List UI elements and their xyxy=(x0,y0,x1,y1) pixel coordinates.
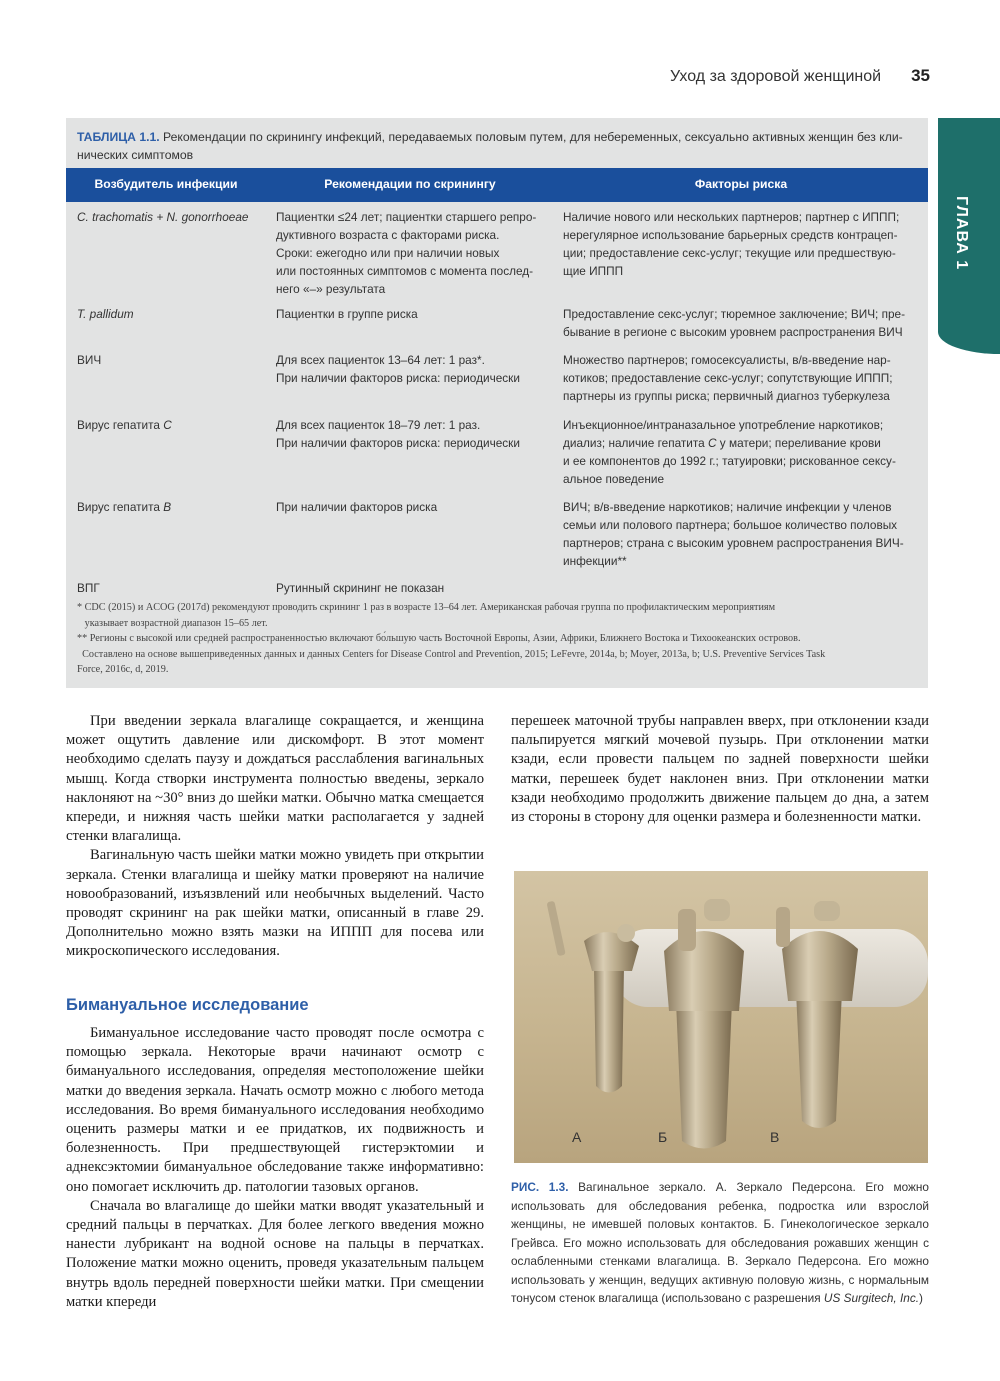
table-cell-screening xyxy=(276,208,546,298)
cell-line: или постоянных симптомов с момента послед- xyxy=(276,264,534,278)
cell-line: инфекции** xyxy=(563,554,627,568)
table-cell-risk xyxy=(563,416,913,488)
cell-line: него «–» результата xyxy=(276,282,386,296)
cell-line: семьи или полового партнера; большое количество половых xyxy=(563,518,898,532)
cell-line: ции; предоставление секс-услуг; текущие или предшествую- xyxy=(563,246,896,260)
body-column-right xyxy=(511,712,929,827)
table-cell-risk xyxy=(563,208,913,280)
cell-line: Предоставление секс-услуг; тюремное заключение; ВИЧ; пре- xyxy=(563,307,906,321)
figure-label-a: А xyxy=(572,1129,582,1145)
body-paragraph: перешеек маточной трубы направлен вверх, при отклонении кзади пальпируется мягкий мочевой пузырь. При отклонении матки кзади, если провести пальцем по задней поверхности шейки матки, перешеек будет наклонен вниз. При отклонении матки кзади необходимо продолжить движение пальцем до дна, а затем из стороны в сторону для оценки размера и болезненности матки. xyxy=(511,713,929,826)
cell-line: и ее компонентов до 1992 г.; татуировки; рискованное сексу- xyxy=(563,454,896,468)
table-cell-agent xyxy=(77,498,267,516)
table-label: ТАБЛИЦА 1.1. xyxy=(77,130,160,144)
body-paragraph: Бимануальное исследование часто проводят после осмотра с помощью зеркала. Некоторые врачи начинают осмотр с бимануального исследования, определяя местоположение шейки матки до введения зеркала. Начать осмотр можно с любого метода исследования. Во время бимануального исследования необходимо оценить размеры матки и ее придатков, их подвижность и болезненность. При предшествующей гистерэктомии и аднексэктомии бимануальное обследование также информативно: оно помогает исключить др. патологии тазовых органов. xyxy=(66,1025,484,1195)
cell-line: Для всех пациенток 13–64 лет: 1 раз*. xyxy=(276,353,485,367)
chapter-tab xyxy=(938,118,1000,354)
table-cell-agent: ВИЧ xyxy=(77,353,102,367)
figure-caption-end: ) xyxy=(919,1291,923,1305)
cell-line: партнеры из группы риска; первичный диагноз туберкулеза xyxy=(563,389,890,403)
table-cell-risk xyxy=(563,351,913,405)
table-cell-agent: ВПГ xyxy=(77,581,100,595)
table-caption-line-1: Рекомендации по скринингу инфекций, передаваемых половым путем, для небеременных, сексуально активных женщин без кли- xyxy=(159,130,903,144)
cell-text: у матери; переливание крови xyxy=(716,436,881,450)
body-column-left-2 xyxy=(66,1024,484,1312)
figure-caption-text: Вагинальное зеркало. А. Зеркало Педерсона. Его можно использовать для обследования ребенка, подростка или взрослой женщины, не имевшей половых контактов. Б. Гинекологическое зеркало Грейвса. Его можно использовать для обследования рожавших женщин с ослабленными стенками влагалища. В. Зеркало Педерсона. Его можно использовать у женщин, ведущих активную половую жизнь, с нормальным тонусом стенок влагалища (использовано с разрешения xyxy=(511,1180,929,1305)
table-caption-line-2: нических симптомов xyxy=(77,148,194,162)
figure-caption-label: РИС. 1.3. xyxy=(511,1180,569,1194)
figure-caption xyxy=(511,1178,929,1308)
table-cell-screening xyxy=(276,351,546,387)
note-line: указывает возрастной диапазон 15–65 лет. xyxy=(84,617,268,629)
page-number: 35 xyxy=(911,66,930,85)
table-cell-risk xyxy=(563,498,913,570)
running-head-title: Уход за здоровой женщиной xyxy=(669,68,882,85)
figure-label-b: Б xyxy=(658,1129,668,1145)
table-cell-screening: Рутинный скрининг не показан xyxy=(276,581,445,595)
cell-line: ВИЧ; в/в-введение наркотиков; наличие инфекции у членов xyxy=(563,500,892,514)
table-cell-agent: T. pallidum xyxy=(77,307,134,321)
cell-text-italic: B xyxy=(163,500,172,514)
figure-speculums-photo xyxy=(514,871,928,1163)
note-line: * CDC (2015) и ACOG (2017d) рекомендуют проводить скрининг 1 раз в возрасте 13–64 лет. Американская рабочая группа по профилактическим мероприятиям xyxy=(77,602,776,613)
cell-line: котиков; предоставление секс-услуг; сопутствующие ИППП; xyxy=(563,371,893,385)
cell-line: Сроки: ежегодно или при наличии новых xyxy=(276,246,500,260)
table-note: ** Регионы с высокой или средней распространенностью включают бо́льшую часть Восточной Европы, Азии, Африки, Ближнего Востока и Тихоокеанских островов. xyxy=(77,633,801,644)
table-note xyxy=(77,600,917,631)
table-cell-screening: При наличии факторов риска xyxy=(276,500,438,514)
cell-text-italic: С xyxy=(708,436,717,450)
table-cell-screening: Пациентки в группе риска xyxy=(276,307,418,321)
table-caption xyxy=(77,128,917,164)
table-header-row xyxy=(66,168,928,202)
cell-text: Вирус гепатита xyxy=(77,500,164,514)
cell-line: Для всех пациенток 18–79 лет: 1 раз. xyxy=(276,418,481,432)
figure-caption-credit: US Surgitech, Inc. xyxy=(823,1291,919,1305)
cell-line: Пациентки ≤24 лет; пациентки старшего репро- xyxy=(276,210,537,224)
table-notes xyxy=(77,600,917,678)
cell-line: щие ИППП xyxy=(563,264,624,278)
body-paragraph: Вагинальную часть шейки матки можно увидеть при открытии зеркала. Стенки влагалища и шейку матки проверяют на наличие новообразований, изъязвлений или необычных выделений. Часто проводят скрининг на рак шейки матки, описанный в главе 29. Дополнительно можно взять мазки на ИППП для посева или микроскопического исследования. xyxy=(66,847,484,960)
cell-line: нерегулярное использование барьерных средств контрацеп- xyxy=(563,228,898,242)
table-cell-agent xyxy=(77,416,267,434)
cell-text-italic: C xyxy=(163,418,172,432)
note-line: Составлено на основе вышеприведенных данных и данных Centers for Disease Control and Prevention, 2015; LeFevre, 2014a, b; Moyer, 2013a, b; U.S. Preventive Services Task xyxy=(82,648,826,660)
figure-label-c: В xyxy=(770,1129,780,1145)
table-note xyxy=(77,647,917,678)
cell-line: Наличие нового или нескольких партнеров; партнер с ИППП; xyxy=(563,210,900,224)
cell-line: Множество партнеров; гомосексуалисты, в/в-введение нар- xyxy=(563,353,891,367)
cell-line: При наличии факторов риска: периодически xyxy=(276,371,520,385)
table-header-screening: Рекомендации по скринингу xyxy=(324,177,496,191)
table-header-agent: Возбудитель инфекции xyxy=(94,177,238,191)
cell-line: Инъекционное/интраназальное употребление наркотиков; xyxy=(563,418,884,432)
cell-line: При наличии факторов риска: периодически xyxy=(276,436,520,450)
display-cylinder xyxy=(614,929,928,1007)
table-cell-risk xyxy=(563,305,913,341)
chapter-tab-label: ГЛАВА 1 xyxy=(953,196,970,271)
body-column-left xyxy=(66,712,484,962)
cell-line: бывание в регионе с высоким уровнем распространения ВИЧ xyxy=(563,325,903,339)
table-header-risk: Факторы риска xyxy=(694,177,788,191)
cell-line: дуктивного возраста с факторами риска. xyxy=(276,228,500,242)
cell-line: партнеров; страна с высоким уровнем распространения ВИЧ- xyxy=(563,536,904,550)
table-cell-agent: C. trachomatis + N. gonorrhoeae xyxy=(77,210,249,224)
table-1-1 xyxy=(66,118,928,688)
table-cell-screening xyxy=(276,416,546,452)
running-head xyxy=(0,66,930,86)
speculum-illustration xyxy=(514,871,928,1163)
cell-text: диализ; наличие гепатита xyxy=(563,436,708,450)
section-heading: Бимануальное исследование xyxy=(66,996,309,1014)
cell-text: Вирус гепатита xyxy=(77,418,164,432)
body-paragraph: При введении зеркала влагалище сокращается, и женщина может ощутить давление или дискомфорт. В этот момент необходимо сделать паузу и дождаться расслабления вагинальных мышц. Когда створки инструмента полностью введены, зеркало наклоняют на ~30° вниз до шейки матки. Обычно матка смещается кпереди, и нижняя часть шейки матки располагается у задней стенки влагалища. xyxy=(66,713,484,845)
body-paragraph: Сначала во влагалище до шейки матки вводят указательный и средний пальцы в перчатках. Для более легкого введения можно нанести лубрикант на водной основе на пальцы в перчатках. Положение матки можно оценить, проведя указательным пальцем внутрь вдоль передней поверхности шейки матки. При смещении матки кпереди xyxy=(66,1197,484,1310)
cell-line: альное поведение xyxy=(563,472,664,486)
note-line: Force, 2016c, d, 2019. xyxy=(77,664,169,675)
